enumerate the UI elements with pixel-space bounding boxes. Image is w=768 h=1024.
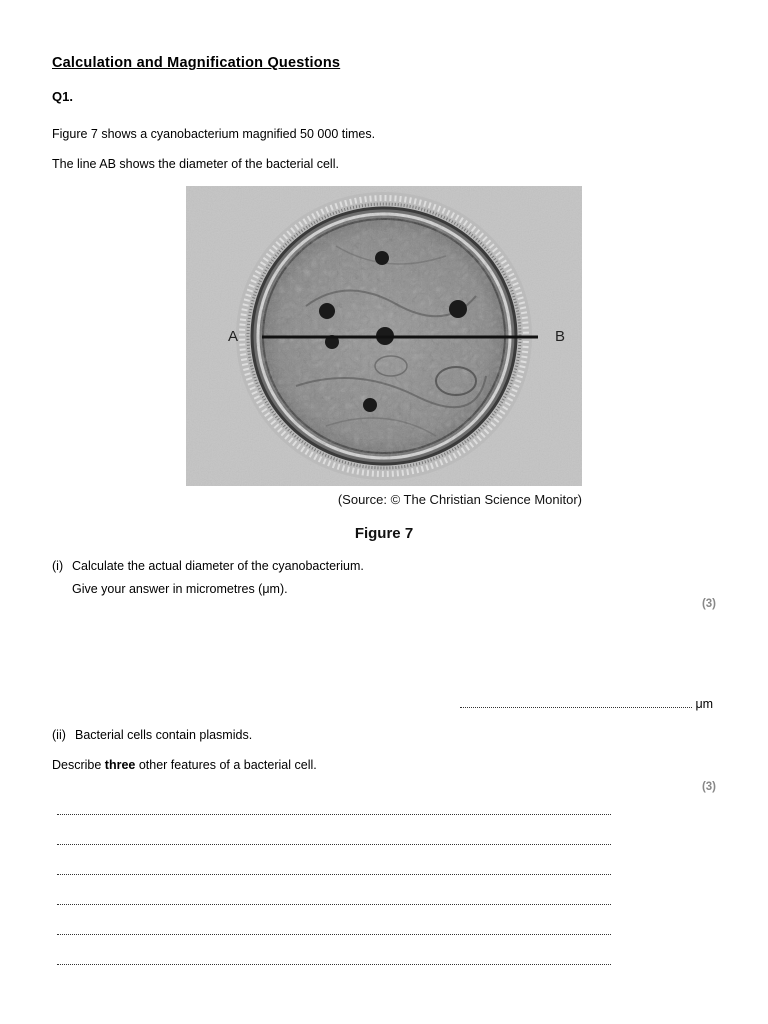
part-i-marks: (3) (701, 598, 716, 610)
answer-line-6[interactable] (57, 963, 611, 965)
part-i-answer-line[interactable] (460, 697, 713, 711)
label-b: B (555, 328, 566, 345)
figure-caption: Figure 7 (354, 525, 414, 542)
intro-text-2: The line AB shows the diameter of the bacterial cell. (52, 157, 339, 171)
part-i-number: (i) (52, 559, 64, 573)
question-number: Q1. (52, 89, 73, 104)
part-i-question: Calculate the actual diameter of the cyanobacterium. (72, 559, 364, 573)
answer-line-2[interactable] (57, 843, 611, 845)
part-ii-marks: (3) (701, 781, 716, 793)
answer-line-4[interactable] (57, 903, 611, 905)
page-title: Calculation and Magnification Questions (52, 55, 341, 71)
micrograph-image (186, 186, 582, 486)
part-ii-statement: Bacterial cells contain plasmids. (75, 728, 253, 742)
part-ii-question: Describe three other features of a bacterial cell. (52, 758, 317, 772)
answer-line-1[interactable] (57, 813, 611, 815)
part-ii-number: (ii) (52, 728, 66, 742)
answer-blank[interactable] (460, 697, 692, 708)
figure-source: (Source: © The Christian Science Monitor) (337, 492, 582, 507)
part-i-instruction: Give your answer in micrometres (μm). (72, 582, 288, 596)
emphasis-three: three (104, 758, 136, 772)
answer-line-3[interactable] (57, 873, 611, 875)
answer-unit: μm (695, 697, 714, 711)
answer-line-5[interactable] (57, 933, 611, 935)
intro-text-1: Figure 7 shows a cyanobacterium magnified 50 000 times. (52, 127, 376, 141)
cyanobacterium-micrograph (186, 186, 582, 486)
label-a: A (228, 328, 239, 345)
